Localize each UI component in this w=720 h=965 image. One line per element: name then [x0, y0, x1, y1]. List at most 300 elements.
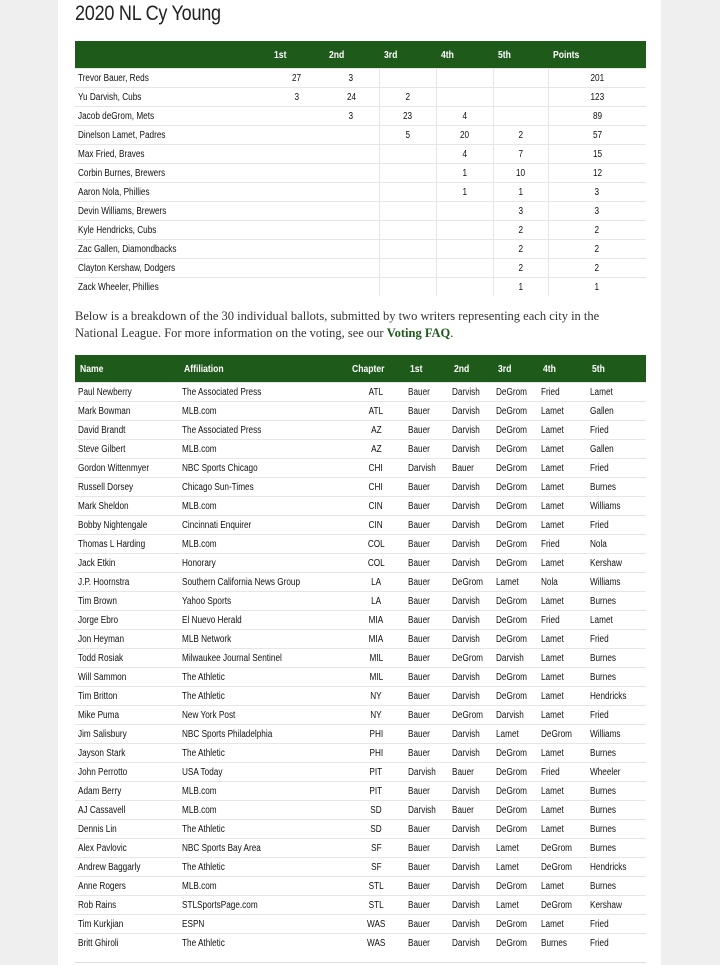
results-header-cell-text: 2nd [329, 48, 345, 61]
ballot-row [75, 706, 646, 725]
affiliation-text: The Athletic [182, 690, 225, 702]
chapter-text: WAS [366, 918, 386, 930]
pick-5th [587, 459, 646, 478]
results-header-cell [269, 41, 324, 69]
chapter [347, 782, 405, 801]
voter-name-text: Jon Heyman [78, 633, 125, 645]
pick-3rd [493, 383, 538, 402]
pick-2nd-text: Bauer [452, 462, 474, 474]
chapter-text: NY [370, 690, 382, 702]
pick-2nd [449, 535, 493, 554]
vote-count [269, 183, 324, 202]
pick-2nd-text: DeGrom [452, 652, 483, 664]
ballot-row [75, 687, 646, 706]
pick-2nd [449, 649, 493, 668]
pick-1st-text: Bauer [408, 842, 430, 854]
pick-5th [587, 611, 646, 630]
affiliation-text: The Athletic [182, 747, 225, 759]
pick-3rd-text: DeGrom [496, 538, 527, 550]
affiliation [179, 440, 347, 459]
ballots-header-cell [347, 355, 405, 383]
pick-4th [538, 649, 587, 668]
pick-5th [587, 934, 646, 953]
pick-1st [405, 725, 449, 744]
vote-count-text: 27 [291, 72, 302, 84]
player-name-text: Zac Gallen, Diamondbacks [78, 243, 177, 255]
pick-4th [538, 421, 587, 440]
vote-count-text: 3 [518, 205, 523, 217]
vote-count [493, 202, 548, 221]
pick-2nd [449, 782, 493, 801]
pick-3rd-text: DeGrom [496, 519, 527, 531]
pick-4th [538, 839, 587, 858]
vote-count-text: 57 [592, 129, 602, 141]
affiliation [179, 611, 347, 630]
pick-2nd-text: Darvish [452, 937, 480, 949]
ballot-row [75, 858, 646, 877]
pick-5th [587, 915, 646, 934]
pick-4th [538, 706, 587, 725]
pick-2nd-text: Darvish [452, 633, 480, 645]
pick-3rd [493, 725, 538, 744]
voter-name-text: Andrew Baggarly [78, 861, 141, 873]
pick-2nd-text: Darvish [452, 728, 480, 740]
pick-1st-text: Bauer [408, 576, 430, 588]
vote-count [324, 164, 379, 183]
chapter [347, 915, 405, 934]
voter-name-text: Mark Sheldon [78, 500, 129, 512]
results-table [75, 41, 646, 296]
results-row [75, 107, 646, 126]
pick-3rd-text: Lamet [496, 899, 519, 911]
voter-name-text: Britt Ghiroli [78, 937, 119, 949]
pick-4th [538, 478, 587, 497]
affiliation [179, 649, 347, 668]
vote-count [436, 202, 493, 221]
pick-2nd [449, 440, 493, 459]
pick-3rd-text: DeGrom [496, 405, 527, 417]
voter-name-text: Todd Rosiak [78, 652, 124, 664]
vote-count [379, 126, 436, 145]
affiliation [179, 668, 347, 687]
voter-name-text: Paul Newberry [78, 386, 132, 398]
pick-4th-text: DeGrom [541, 861, 572, 873]
ballot-row [75, 801, 646, 820]
vote-count-text: 2 [594, 243, 600, 255]
pick-4th [538, 592, 587, 611]
vote-count [324, 202, 379, 221]
pick-1st-text: Bauer [408, 652, 430, 664]
pick-4th [538, 611, 587, 630]
pick-3rd-text: DeGrom [496, 766, 527, 778]
pick-4th-text: Lamet [541, 481, 564, 493]
vote-count-text: 4 [462, 110, 467, 122]
pick-4th-text: Lamet [541, 918, 564, 930]
pick-4th-text: Lamet [541, 785, 564, 797]
pick-3rd [493, 877, 538, 896]
results-row [75, 88, 646, 107]
pick-5th [587, 668, 646, 687]
voter-name-text: Adam Berry [78, 785, 122, 797]
affiliation-text: MLB Network [182, 633, 232, 645]
player-name-text: Corbin Burnes, Brewers [78, 167, 166, 179]
pick-3rd [493, 896, 538, 915]
pick-1st-text: Bauer [408, 614, 430, 626]
voter-name [75, 478, 179, 497]
player-name [75, 202, 269, 221]
affiliation [179, 915, 347, 934]
affiliation [179, 706, 347, 725]
vote-count [324, 278, 379, 297]
ballot-row [75, 649, 646, 668]
chapter-text: LA [370, 595, 382, 607]
voter-name-text: Will Sammon [78, 671, 127, 683]
pick-1st-text: Darvish [408, 462, 436, 474]
pick-3rd [493, 421, 538, 440]
affiliation [179, 839, 347, 858]
pick-1st-text: Bauer [408, 443, 430, 455]
pick-4th-text: DeGrom [541, 842, 572, 854]
pick-5th-text: Burnes [590, 595, 616, 607]
pick-3rd [493, 554, 538, 573]
pick-1st-text: Bauer [408, 538, 430, 550]
vote-count [548, 183, 646, 202]
chapter [347, 459, 405, 478]
pick-2nd [449, 573, 493, 592]
player-name-text: Yu Darvish, Cubs [78, 91, 142, 103]
pick-3rd [493, 592, 538, 611]
pick-5th-text: Burnes [590, 481, 616, 493]
affiliation [179, 421, 347, 440]
vote-count [548, 145, 646, 164]
pick-2nd-text: Darvish [452, 785, 480, 797]
vote-count [493, 164, 548, 183]
player-name [75, 240, 269, 259]
ballots-header-cell-text: 1st [410, 362, 423, 375]
pick-1st [405, 668, 449, 687]
vote-count [493, 126, 548, 145]
voter-name [75, 383, 179, 402]
player-name [75, 145, 269, 164]
affiliation-text: Milwaukee Journal Sentinel [182, 652, 282, 664]
chapter-text: COL [367, 557, 385, 569]
pick-2nd [449, 497, 493, 516]
vote-count-text: 12 [592, 167, 602, 179]
vote-count [493, 69, 548, 88]
ballot-row [75, 592, 646, 611]
pick-2nd-text: Darvish [452, 424, 480, 436]
pick-2nd [449, 934, 493, 953]
affiliation-text: Chicago Sun-Times [182, 481, 254, 493]
voter-name [75, 934, 179, 953]
vote-count [269, 202, 324, 221]
pick-2nd-text: Darvish [452, 500, 480, 512]
pick-3rd [493, 801, 538, 820]
results-header-cell-text: 5th [498, 48, 511, 61]
pick-1st [405, 497, 449, 516]
ballot-row [75, 535, 646, 554]
chapter [347, 687, 405, 706]
pick-3rd-text: Darvish [496, 652, 524, 664]
pick-3rd [493, 763, 538, 782]
ballot-row [75, 573, 646, 592]
player-name [75, 126, 269, 145]
pick-4th [538, 535, 587, 554]
pick-2nd-text: Darvish [452, 443, 480, 455]
pick-4th [538, 668, 587, 687]
vote-count [548, 221, 646, 240]
pick-4th-text: Burnes [541, 937, 567, 949]
affiliation [179, 402, 347, 421]
vote-count-text: 2 [518, 262, 523, 274]
vote-count-text: 1 [462, 167, 467, 179]
ballots-header-cell [405, 355, 449, 383]
affiliation [179, 573, 347, 592]
voting-faq-link[interactable]: Voting FAQ [386, 326, 451, 340]
pick-2nd-text: Darvish [452, 861, 480, 873]
voter-name [75, 497, 179, 516]
pick-1st-text: Bauer [408, 937, 430, 949]
pick-4th [538, 858, 587, 877]
affiliation [179, 820, 347, 839]
ballot-row [75, 459, 646, 478]
vote-count [269, 221, 324, 240]
bottom-divider [75, 962, 646, 963]
pick-4th [538, 725, 587, 744]
pick-4th-text: Lamet [541, 880, 564, 892]
voter-name [75, 839, 179, 858]
affiliation-text: The Athletic [182, 861, 225, 873]
pick-4th-text: Lamet [541, 595, 564, 607]
pick-2nd [449, 858, 493, 877]
pick-1st-text: Bauer [408, 728, 430, 740]
vote-count-text: 2 [518, 224, 523, 236]
pick-3rd [493, 858, 538, 877]
vote-count [493, 107, 548, 126]
pick-5th-text: Fried [590, 519, 609, 531]
pick-3rd [493, 687, 538, 706]
pick-4th-text: Fried [541, 614, 560, 626]
pick-2nd-text: Darvish [452, 690, 480, 702]
pick-3rd-text: Lamet [496, 861, 519, 873]
chapter-text: CHI [368, 462, 384, 474]
vote-count [379, 69, 436, 88]
chapter [347, 668, 405, 687]
pick-3rd-text: Lamet [496, 576, 519, 588]
player-name [75, 183, 269, 202]
pick-1st-text: Bauer [408, 785, 430, 797]
player-name-text: Kyle Hendricks, Cubs [78, 224, 157, 236]
pick-5th-text: Nola [590, 538, 607, 550]
chapter-text: STL [368, 899, 384, 911]
ballots-header-cell [449, 355, 493, 383]
voter-name-text: Jack Etkin [78, 557, 116, 569]
pick-5th-text: Williams [590, 500, 621, 512]
player-name [75, 88, 269, 107]
pick-4th-text: Fried [541, 538, 560, 550]
pick-2nd [449, 877, 493, 896]
affiliation-text: NBC Sports Bay Area [182, 842, 261, 854]
pick-4th [538, 630, 587, 649]
vote-count [436, 259, 493, 278]
affiliation [179, 858, 347, 877]
voter-name-text: Alex Pavlovic [78, 842, 127, 854]
vote-count-text: 4 [462, 148, 467, 160]
ballot-row [75, 725, 646, 744]
pick-5th [587, 421, 646, 440]
affiliation-text: NBC Sports Philadelphia [182, 728, 273, 740]
pick-2nd-text: DeGrom [452, 709, 483, 721]
pick-2nd-text: Darvish [452, 842, 480, 854]
vote-count [379, 240, 436, 259]
results-row [75, 202, 646, 221]
player-name-text: Trevor Bauer, Reds [78, 72, 149, 84]
pick-3rd-text: Darvish [496, 709, 524, 721]
pick-4th-text: Lamet [541, 823, 564, 835]
pick-3rd-text: Lamet [496, 728, 519, 740]
pick-5th-text: Burnes [590, 671, 616, 683]
player-name [75, 164, 269, 183]
chapter [347, 402, 405, 421]
vote-count [379, 145, 436, 164]
chapter [347, 516, 405, 535]
results-header-cell-text: 1st [274, 48, 287, 61]
pick-5th [587, 554, 646, 573]
pick-4th [538, 497, 587, 516]
results-row [75, 240, 646, 259]
pick-5th [587, 839, 646, 858]
vote-count [379, 221, 436, 240]
ballots-header-cell-text: 2nd [454, 362, 470, 375]
pick-4th-text: Nola [541, 576, 558, 588]
pick-5th [587, 687, 646, 706]
pick-3rd [493, 516, 538, 535]
vote-count-text: 89 [592, 110, 602, 122]
pick-5th [587, 801, 646, 820]
pick-5th-text: Burnes [590, 652, 616, 664]
pick-5th [587, 383, 646, 402]
vote-count [436, 221, 493, 240]
ballot-row [75, 839, 646, 858]
pick-2nd [449, 421, 493, 440]
voter-name-text: Thomas L Harding [78, 538, 146, 550]
chapter [347, 592, 405, 611]
pick-3rd-text: Lamet [496, 842, 519, 854]
chapter-text: CIN [368, 519, 384, 531]
pick-3rd [493, 402, 538, 421]
vote-count [269, 107, 324, 126]
ballots-header-cell-text: 5th [592, 362, 605, 375]
vote-count [548, 202, 646, 221]
ballot-row [75, 668, 646, 687]
ballots-header-row [75, 355, 646, 383]
vote-count [269, 259, 324, 278]
pick-1st-text: Bauer [408, 633, 430, 645]
pick-1st-text: Bauer [408, 861, 430, 873]
ballots-header-cell [493, 355, 538, 383]
ballot-row [75, 383, 646, 402]
pick-1st [405, 592, 449, 611]
affiliation-text: Cincinnati Enquirer [182, 519, 252, 531]
pick-3rd-text: DeGrom [496, 671, 527, 683]
affiliation-text: MLB.com [182, 804, 217, 816]
voter-name [75, 877, 179, 896]
chapter-text: MIA [368, 633, 384, 645]
vote-count [493, 183, 548, 202]
results-header-cell [493, 41, 548, 69]
affiliation-text: The Athletic [182, 937, 225, 949]
vote-count [269, 88, 324, 107]
pick-3rd [493, 934, 538, 953]
vote-count [493, 145, 548, 164]
voter-name-text: Bobby Nightengale [78, 519, 148, 531]
pick-4th [538, 687, 587, 706]
affiliation-text: USA Today [182, 766, 223, 778]
pick-3rd-text: DeGrom [496, 424, 527, 436]
pick-3rd-text: DeGrom [496, 747, 527, 759]
pick-4th-text: Lamet [541, 405, 564, 417]
pick-2nd-text: Darvish [452, 538, 480, 550]
vote-count [548, 240, 646, 259]
chapter-text: COL [367, 538, 385, 550]
pick-1st-text: Bauer [408, 557, 430, 569]
player-name [75, 259, 269, 278]
vote-count [324, 69, 379, 88]
pick-1st [405, 440, 449, 459]
pick-3rd-text: DeGrom [496, 500, 527, 512]
pick-5th [587, 896, 646, 915]
pick-3rd [493, 649, 538, 668]
pick-5th-text: Burnes [590, 842, 616, 854]
pick-2nd [449, 611, 493, 630]
pick-1st [405, 402, 449, 421]
affiliation [179, 516, 347, 535]
vote-count-text: 1 [518, 186, 523, 198]
chapter-text: NY [370, 709, 382, 721]
affiliation [179, 459, 347, 478]
vote-count [548, 107, 646, 126]
chapter-text: CIN [368, 500, 384, 512]
pick-2nd [449, 687, 493, 706]
results-row [75, 221, 646, 240]
vote-count-text: 201 [590, 72, 605, 84]
player-name-text: Clayton Kershaw, Dodgers [78, 262, 176, 274]
affiliation-text: Yahoo Sports [182, 595, 232, 607]
pick-1st [405, 611, 449, 630]
pick-1st [405, 877, 449, 896]
voter-name-text: Anne Rogers [78, 880, 126, 892]
pick-1st [405, 421, 449, 440]
pick-2nd-text: Darvish [452, 747, 480, 759]
voter-name [75, 725, 179, 744]
pick-4th-text: Lamet [541, 557, 564, 569]
pick-1st-text: Bauer [408, 671, 430, 683]
pick-5th-text: Lamet [590, 614, 613, 626]
pick-2nd-text: Bauer [452, 766, 474, 778]
pick-2nd [449, 478, 493, 497]
vote-count [548, 69, 646, 88]
results-row [75, 259, 646, 278]
vote-count-text: 2 [518, 243, 523, 255]
pick-5th-text: Burnes [590, 823, 616, 835]
affiliation [179, 497, 347, 516]
voter-name-text: Russell Dorsey [78, 481, 134, 493]
ballot-row [75, 611, 646, 630]
results-header-cell-text: 4th [441, 48, 454, 61]
voter-name [75, 630, 179, 649]
pick-5th [587, 782, 646, 801]
vote-count-text: 3 [594, 205, 600, 217]
